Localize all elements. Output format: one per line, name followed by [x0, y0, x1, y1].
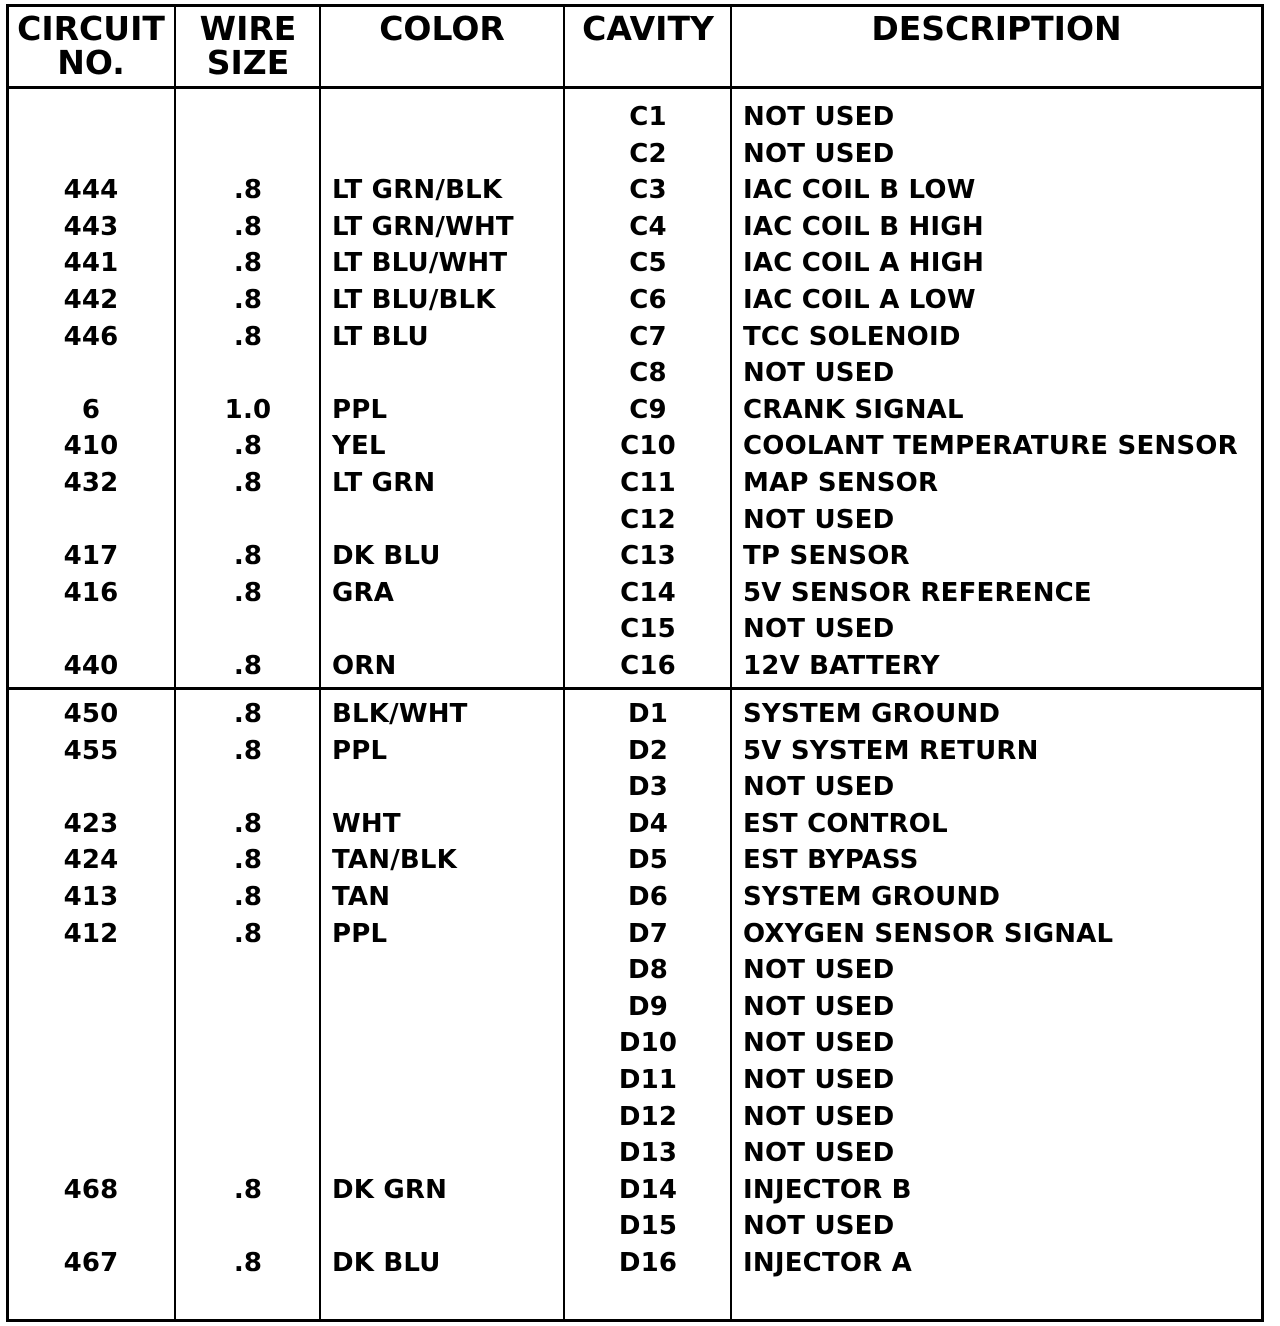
circuit-no-cell: 446	[63, 321, 119, 352]
cavity-cell: C12	[620, 504, 676, 535]
cavity-cell: C2	[629, 138, 667, 169]
cavity-cell: C13	[620, 541, 676, 572]
description-cell: IAC COIL A HIGH	[743, 248, 985, 279]
wire-color-cell: GRA	[332, 577, 395, 608]
wire-size-cell: .8	[233, 845, 263, 876]
cavity-cell: D4	[627, 808, 669, 839]
header-wire-size	[176, 9, 320, 82]
description-cell: 12V BATTERY	[743, 651, 940, 681]
cavity-cell: D6	[627, 882, 669, 912]
description-cell: NOT USED	[743, 614, 895, 645]
description-cell: CRANK SIGNAL	[743, 394, 964, 425]
wire-size-cell: .8	[233, 1174, 263, 1205]
header-description: DESCRIPTION	[871, 9, 1122, 48]
description-cell: NOT USED	[743, 102, 895, 132]
cavity-cell: C8	[629, 358, 667, 389]
circuit-no-cell: 444	[63, 175, 119, 206]
description-cell: NOT USED	[743, 1101, 895, 1132]
description-cell: 5V SYSTEM RETURN	[743, 735, 1039, 766]
cavity-cell: D9	[627, 991, 669, 1022]
cavity-cell: C7	[629, 321, 667, 352]
cavity-cell: D3	[627, 772, 669, 803]
wire-color-cell: TAN/BLK	[332, 845, 458, 876]
description-cell: IAC COIL B HIGH	[743, 211, 984, 242]
cavity-cell: D1	[627, 699, 669, 729]
wire-color-cell: LT GRN/BLK	[332, 175, 503, 206]
wire-color-cell: WHT	[332, 808, 401, 839]
circuit-no-cell: 455	[63, 735, 119, 766]
circuit-no-cell: 443	[63, 211, 119, 242]
description-cell: IAC COIL B LOW	[743, 175, 976, 206]
description-cell: NOT USED	[743, 955, 895, 986]
cavity-cell: D13	[618, 1138, 678, 1169]
section-rule	[6, 687, 1264, 690]
circuit-no-cell: 412	[63, 918, 119, 949]
description-cell: NOT USED	[743, 1028, 895, 1059]
cavity-cell: C11	[620, 468, 676, 498]
wire-size-cell: .8	[233, 918, 263, 949]
wire-size-cell: .8	[233, 285, 263, 315]
cavity-cell: D8	[627, 955, 669, 986]
wire-size-cell: .8	[233, 1248, 263, 1278]
wire-size-cell: .8	[233, 431, 263, 462]
circuit-no-cell: 423	[63, 808, 119, 839]
cavity-cell: D14	[618, 1174, 678, 1205]
description-cell: NOT USED	[743, 1138, 895, 1169]
description-cell: IAC COIL A LOW	[743, 285, 976, 315]
wire-color-cell: DK GRN	[332, 1174, 448, 1205]
wire-size-cell: .8	[233, 175, 263, 206]
wire-color-cell: DK BLU	[332, 1248, 441, 1278]
description-cell: MAP SENSOR	[743, 468, 939, 498]
wire-color-cell: DK BLU	[332, 541, 441, 572]
description-cell: SYSTEM GROUND	[743, 882, 1001, 912]
wire-size-cell: .8	[233, 468, 263, 498]
header-circuit-line1: CIRCUIT	[17, 9, 165, 48]
wire-size-cell: 1.0	[224, 394, 272, 425]
header-size-line2: SIZE	[206, 43, 290, 82]
circuit-no-cell: 417	[63, 541, 119, 572]
wire-size-cell: .8	[233, 651, 263, 681]
cavity-cell: C1	[629, 102, 667, 132]
circuit-no-cell: 467	[63, 1248, 119, 1278]
wire-color-cell: PPL	[332, 918, 388, 949]
wire-size-cell: .8	[233, 735, 263, 766]
cavity-cell: C10	[620, 431, 676, 462]
cavity-cell: D7	[627, 918, 669, 949]
wire-size-cell: .8	[233, 882, 263, 912]
description-cell: COOLANT TEMPERATURE SENSOR	[743, 431, 1238, 462]
description-cell: OXYGEN SENSOR SIGNAL	[743, 918, 1114, 949]
wire-size-cell: .8	[233, 248, 263, 279]
circuit-no-cell: 468	[63, 1174, 119, 1205]
description-cell: NOT USED	[743, 1211, 895, 1242]
description-cell: NOT USED	[743, 504, 895, 535]
description-cell: 5V SENSOR REFERENCE	[743, 577, 1092, 608]
frame-bottom	[6, 1319, 1264, 1322]
circuit-no-cell: 6	[81, 394, 101, 425]
cavity-cell: D5	[627, 845, 669, 876]
wire-color-cell: LT BLU/WHT	[332, 248, 508, 279]
header-rule	[6, 86, 1264, 89]
frame-top	[6, 4, 1264, 7]
circuit-no-cell: 416	[63, 577, 119, 608]
description-cell: TCC SOLENOID	[743, 321, 961, 352]
header-circuit-no	[8, 9, 174, 82]
circuit-no-cell: 424	[63, 845, 119, 876]
wire-color-cell: ORN	[332, 651, 397, 681]
wire-size-cell: .8	[233, 541, 263, 572]
cavity-cell: C16	[620, 651, 676, 681]
description-cell: SYSTEM GROUND	[743, 699, 1001, 729]
circuit-no-cell: 450	[63, 699, 119, 729]
circuit-no-cell: 442	[63, 285, 119, 315]
circuit-no-cell: 440	[63, 651, 119, 681]
cavity-cell: D10	[618, 1028, 678, 1059]
wire-color-cell: LT GRN/WHT	[332, 211, 514, 242]
description-cell: INJECTOR A	[743, 1248, 912, 1278]
wire-color-cell: YEL	[332, 431, 386, 462]
cavity-cell: D15	[618, 1211, 678, 1242]
wire-color-cell: BLK/WHT	[332, 699, 468, 729]
cavity-cell: C5	[629, 248, 667, 279]
description-cell: NOT USED	[743, 772, 895, 803]
wire-color-cell: LT BLU	[332, 321, 429, 352]
wire-color-cell: LT BLU/BLK	[332, 285, 496, 315]
cavity-cell: D11	[618, 1065, 678, 1095]
wire-color-cell: LT GRN	[332, 468, 436, 498]
wire-color-cell: TAN	[332, 882, 391, 912]
description-cell: NOT USED	[743, 991, 895, 1022]
cavity-cell: D2	[627, 735, 669, 766]
cavity-cell: C4	[629, 211, 667, 242]
description-cell: NOT USED	[743, 138, 895, 169]
wire-size-cell: .8	[233, 699, 263, 729]
wire-size-cell: .8	[233, 321, 263, 352]
cavity-cell: C15	[620, 614, 676, 645]
wire-color-cell: PPL	[332, 735, 388, 766]
circuit-no-cell: 441	[63, 248, 119, 279]
header-size-line1: WIRE	[199, 9, 297, 48]
wire-size-cell: .8	[233, 211, 263, 242]
description-cell: NOT USED	[743, 358, 895, 389]
description-cell: TP SENSOR	[743, 541, 910, 572]
cavity-cell: C9	[629, 394, 667, 425]
cavity-cell: C6	[629, 285, 667, 315]
header-cavity: CAVITY	[582, 9, 714, 48]
circuit-no-cell: 410	[63, 431, 119, 462]
description-cell: EST CONTROL	[743, 808, 948, 839]
circuit-no-cell: 432	[63, 468, 119, 498]
cavity-cell: D16	[618, 1248, 678, 1278]
cavity-cell: D12	[618, 1101, 678, 1132]
cavity-cell: C3	[629, 175, 667, 206]
description-cell: INJECTOR B	[743, 1174, 912, 1205]
wire-size-cell: .8	[233, 577, 263, 608]
circuit-no-cell: 413	[63, 882, 119, 912]
cavity-cell: C14	[620, 577, 676, 608]
header-circuit-line2: NO.	[57, 43, 125, 82]
frame-right	[1261, 4, 1264, 1322]
wire-color-cell: PPL	[332, 394, 388, 425]
header-color: COLOR	[379, 9, 505, 48]
description-cell: NOT USED	[743, 1065, 895, 1095]
description-cell: EST BYPASS	[743, 845, 919, 876]
wire-size-cell: .8	[233, 808, 263, 839]
